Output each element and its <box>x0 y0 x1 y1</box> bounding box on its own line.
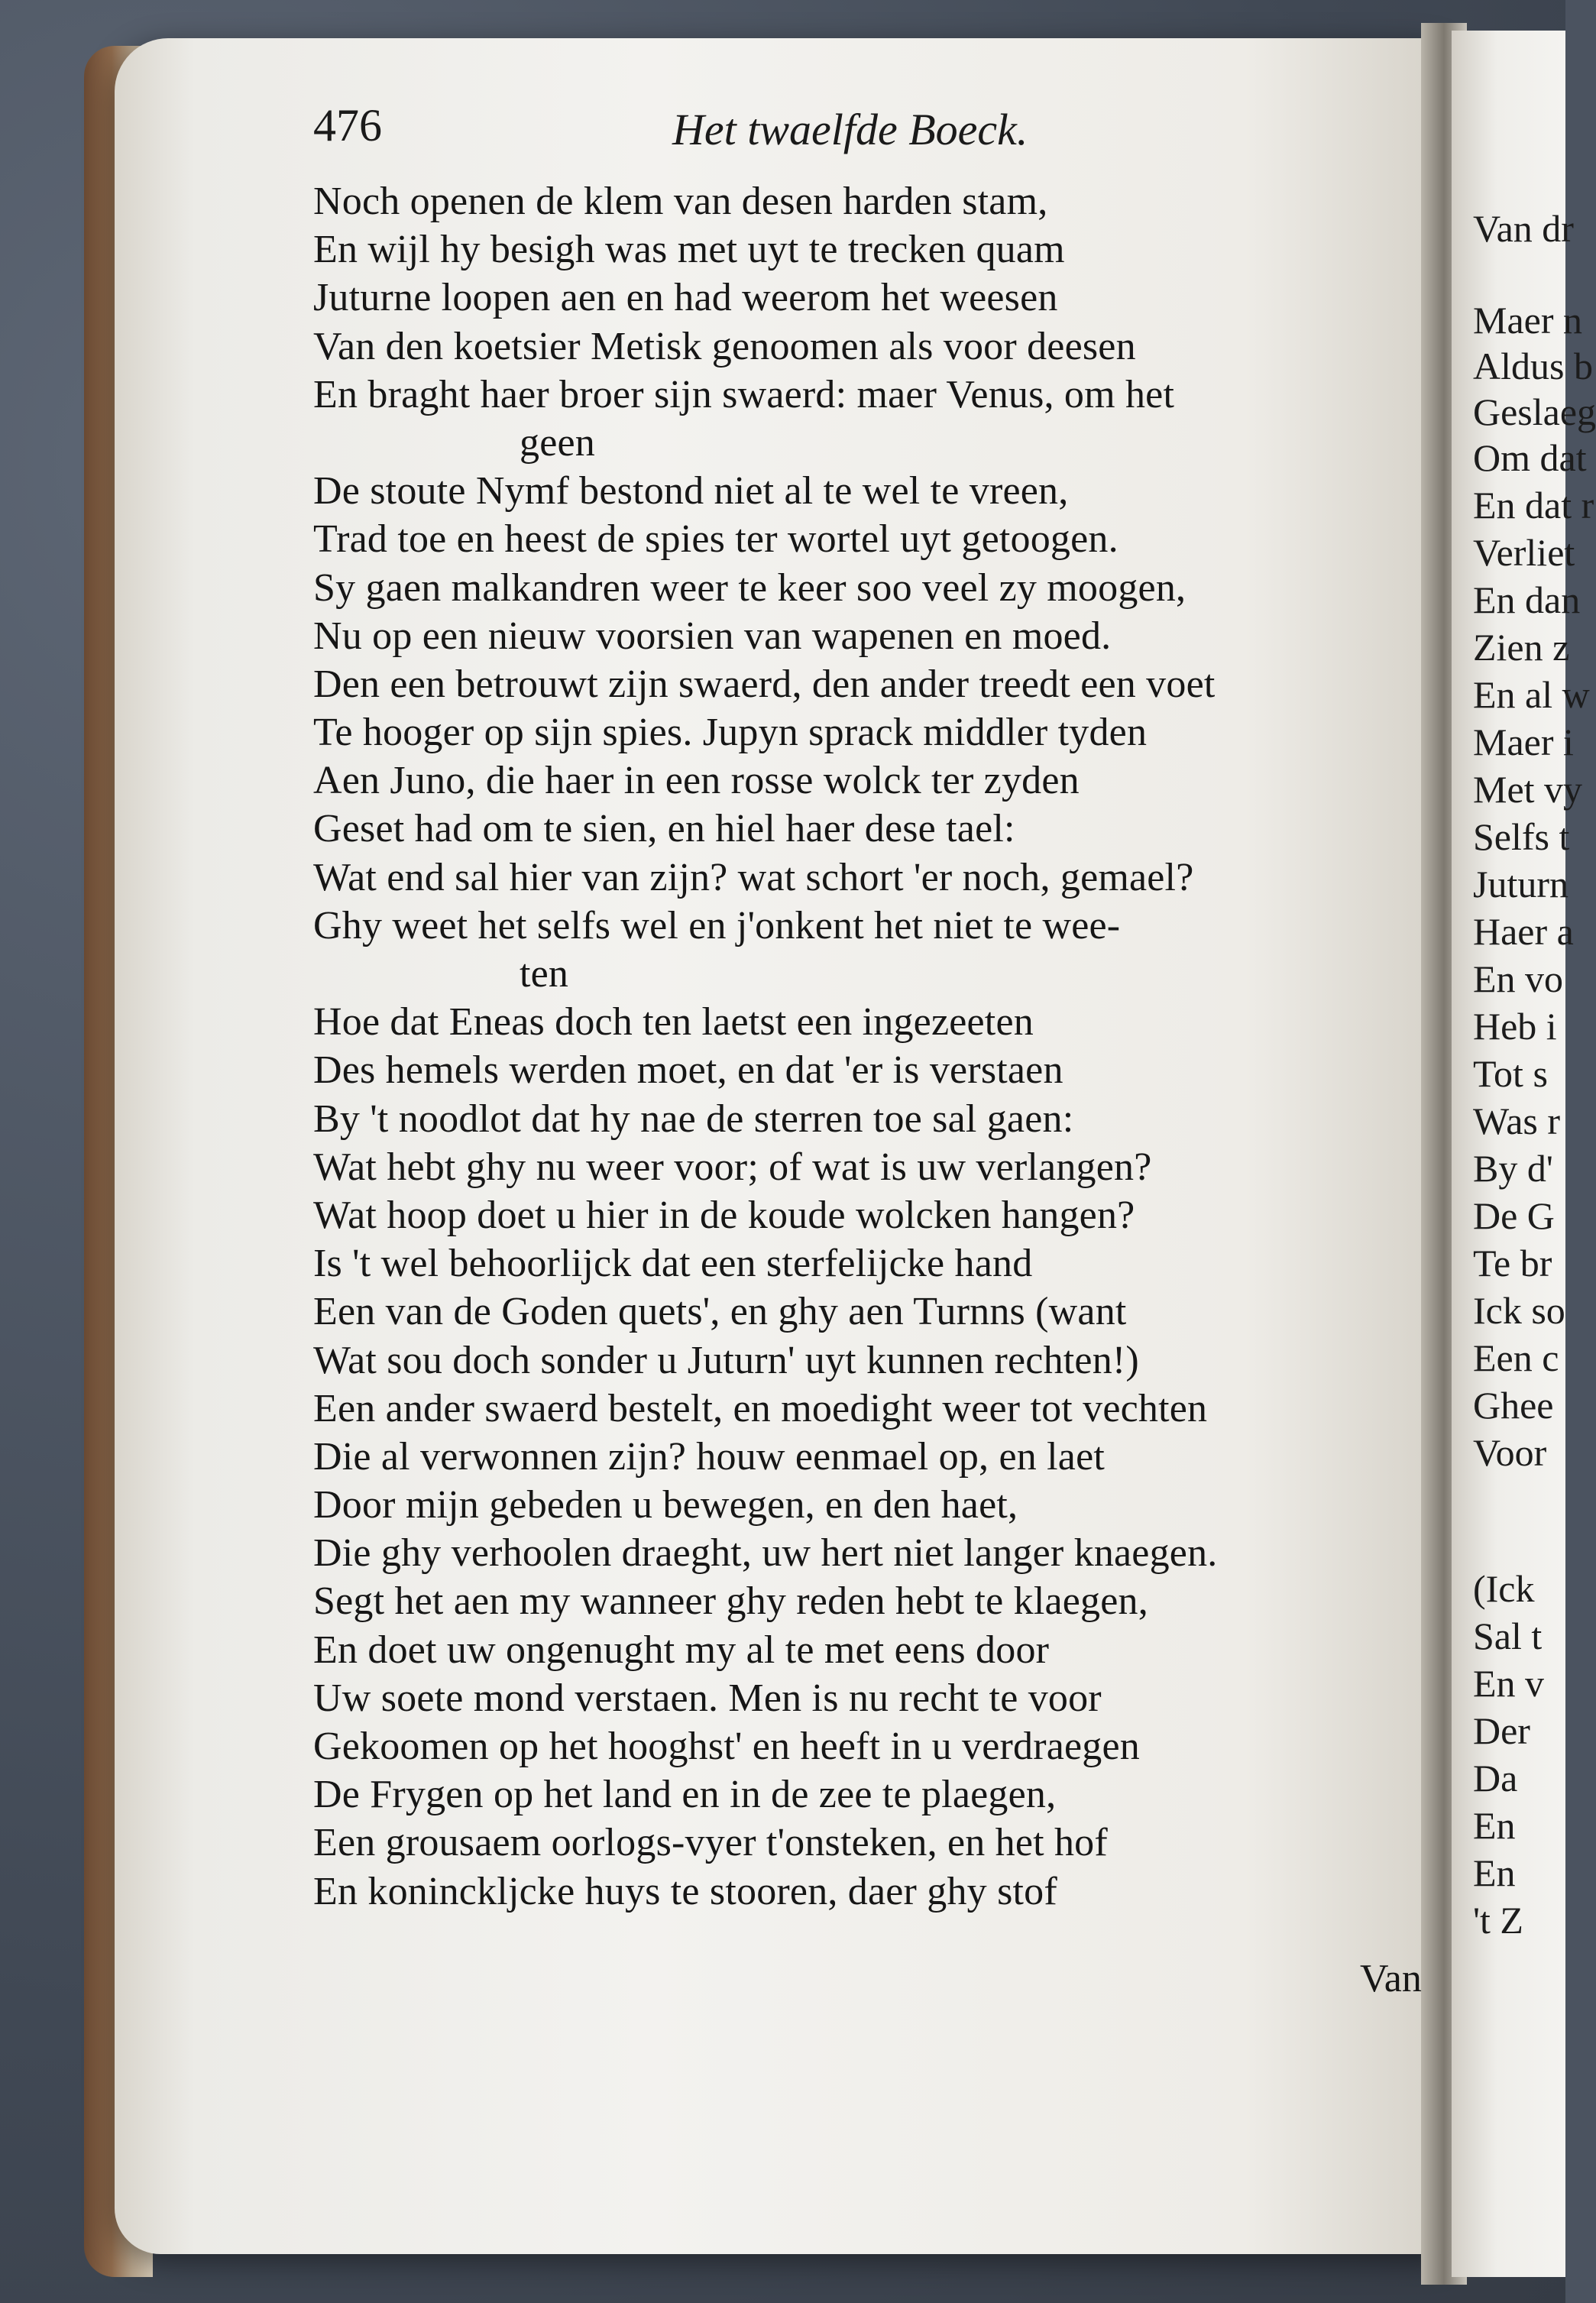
verse-line: Van den koetsier Metisk genoomen als voor deesen <box>313 324 1136 368</box>
verse-line: Die ghy verhoolen draeght, uw hert niet langer knaegen. <box>313 1531 1218 1576</box>
facing-line: Ghee <box>1473 1384 1554 1427</box>
catchword: Van <box>1360 1957 1422 2000</box>
verse-line: Een grousaem oorlogs-vyer t'onsteken, en het hof <box>313 1821 1108 1865</box>
page-header <box>313 99 1413 160</box>
facing-line: Aldus b <box>1473 345 1593 387</box>
facing-line: Da <box>1473 1757 1518 1799</box>
verse-line: Geset had om te sien, en hiel haer dese tael: <box>313 807 1015 851</box>
verse-line: De Frygen op het land en in de zee te plaegen, <box>313 1773 1057 1817</box>
verse-line: De stoute Nymf bestond niet al te wel te vreen, <box>313 469 1069 513</box>
verse-line: Nu op een nieuw voorsien van wapenen en moed. <box>313 614 1112 658</box>
facing-line: Met vy <box>1473 768 1583 811</box>
verse-line: Des hemels werden moet, en dat 'er is verstaen <box>313 1048 1063 1093</box>
facing-line: Voor <box>1473 1431 1547 1474</box>
verse-line: Wat hebt ghy nu weer voor; of wat is uw verlangen? <box>313 1145 1152 1189</box>
verse-line: Hoe dat Eneas doch ten laetst een ingezeeten <box>313 1000 1034 1045</box>
verse-line-continuation: ten <box>520 952 569 996</box>
verse-line: Te hooger op sijn spies. Jupyn sprack middler tyden <box>313 711 1148 755</box>
verse-line: En braght haer broer sijn swaerd: maer Venus, om het <box>313 372 1175 416</box>
facing-line: Der <box>1473 1709 1530 1752</box>
verse-line: Noch openen de klem van desen harden stam, <box>313 180 1048 223</box>
facing-line: Te br <box>1473 1242 1552 1284</box>
facing-line: Verliet <box>1473 531 1575 574</box>
facing-line: Maer i <box>1473 721 1574 763</box>
facing-line: By d' <box>1473 1147 1553 1190</box>
facing-line: Zien z <box>1473 626 1570 669</box>
facing-line: En vo <box>1473 957 1564 1000</box>
facing-line: De G <box>1473 1194 1555 1237</box>
verse-line: En doet uw ongenught my al te met eens door <box>313 1628 1050 1672</box>
facing-line: En dan <box>1473 578 1581 621</box>
verse-line-continuation: geen <box>520 420 595 465</box>
facing-line: En v <box>1473 1662 1545 1705</box>
verse-line: Wat hoop doet u hier in de koude wolcken hangen? <box>313 1193 1135 1237</box>
facing-line: (Ick <box>1473 1567 1535 1610</box>
verse-line: Wat end sal hier van zijn? wat schort 'er noch, gemael? <box>313 855 1194 899</box>
verse-line: Uw soete mond verstaen. Men is nu recht te voor <box>313 1676 1102 1720</box>
verse-line: Is 't wel behoorlijck dat een sterfelijcke hand <box>313 1242 1033 1286</box>
facing-line: Heb i <box>1473 1005 1557 1048</box>
facing-line: En dat r <box>1473 484 1594 526</box>
facing-line: En <box>1473 1804 1516 1847</box>
right-page <box>1452 31 1596 2277</box>
facing-line: En al w <box>1473 673 1590 716</box>
verse-line: En wijl hy besigh was met uyt te trecken quam <box>313 228 1065 272</box>
verse-line: Sy gaen malkandren weer te keer soo veel zy moogen, <box>313 565 1186 610</box>
facing-line: Maer n <box>1473 299 1582 342</box>
verse-line: Gekoomen op het hooghst' en heeft in u verdraegen <box>313 1725 1140 1768</box>
verse-line: Trad toe en heest de spies ter wortel uyt getoogen. <box>313 517 1118 562</box>
facing-line: Geslaeg <box>1473 390 1596 433</box>
facing-line: Ick so <box>1473 1289 1565 1332</box>
verse-line: En koninckljcke huys te stooren, daer ghy stof <box>313 1869 1057 1913</box>
verse-line: Een ander swaerd bestelt, en moedight weer tot vechten <box>313 1386 1208 1430</box>
facing-line: Om dat <box>1473 436 1587 479</box>
running-head: Het twaelfde Boeck. <box>672 105 1028 154</box>
facing-line: Een c <box>1473 1336 1559 1379</box>
verse-line: Wat sou doch sonder u Juturn' uyt kunnen rechten!) <box>313 1338 1139 1382</box>
facing-line: Tot s <box>1473 1052 1548 1095</box>
page-number: 476 <box>313 100 382 151</box>
verse-line: Juturne loopen aen en had weerom het weesen <box>313 276 1058 320</box>
verse-line: Die al verwonnen zijn? houw eenmael op, en laet <box>313 1434 1105 1479</box>
verse-line: Door mijn gebeden u bewegen, en den haet, <box>313 1483 1018 1527</box>
verse-line: Den een betrouwt zijn swaerd, den ander treedt een voet <box>313 662 1216 706</box>
facing-line: Haer a <box>1473 910 1574 953</box>
verse-line: Ghy weet het selfs wel en j'onkent het niet te wee- <box>313 903 1121 947</box>
facing-line: En <box>1473 1851 1516 1894</box>
facing-line: Van dr <box>1473 207 1574 250</box>
facing-line: Was r <box>1473 1100 1560 1142</box>
facing-line: Sal t <box>1473 1615 1543 1657</box>
facing-line: Selfs t <box>1473 815 1570 858</box>
verse-line: Segt het aen my wanneer ghy reden hebt te klaegen, <box>313 1579 1148 1624</box>
facing-line: Juturn <box>1473 863 1568 905</box>
facing-line: 't Z <box>1473 1899 1523 1942</box>
verse-line: By 't noodlot dat hy nae de sterren toe sal gaen: <box>313 1096 1074 1141</box>
verse-line: Aen Juno, die haer in een rosse wolck ter zyden <box>313 759 1080 803</box>
verse-line: Een van de Goden quets', en ghy aen Turnns (want <box>313 1290 1127 1334</box>
verse-text-block <box>313 177 1436 1916</box>
